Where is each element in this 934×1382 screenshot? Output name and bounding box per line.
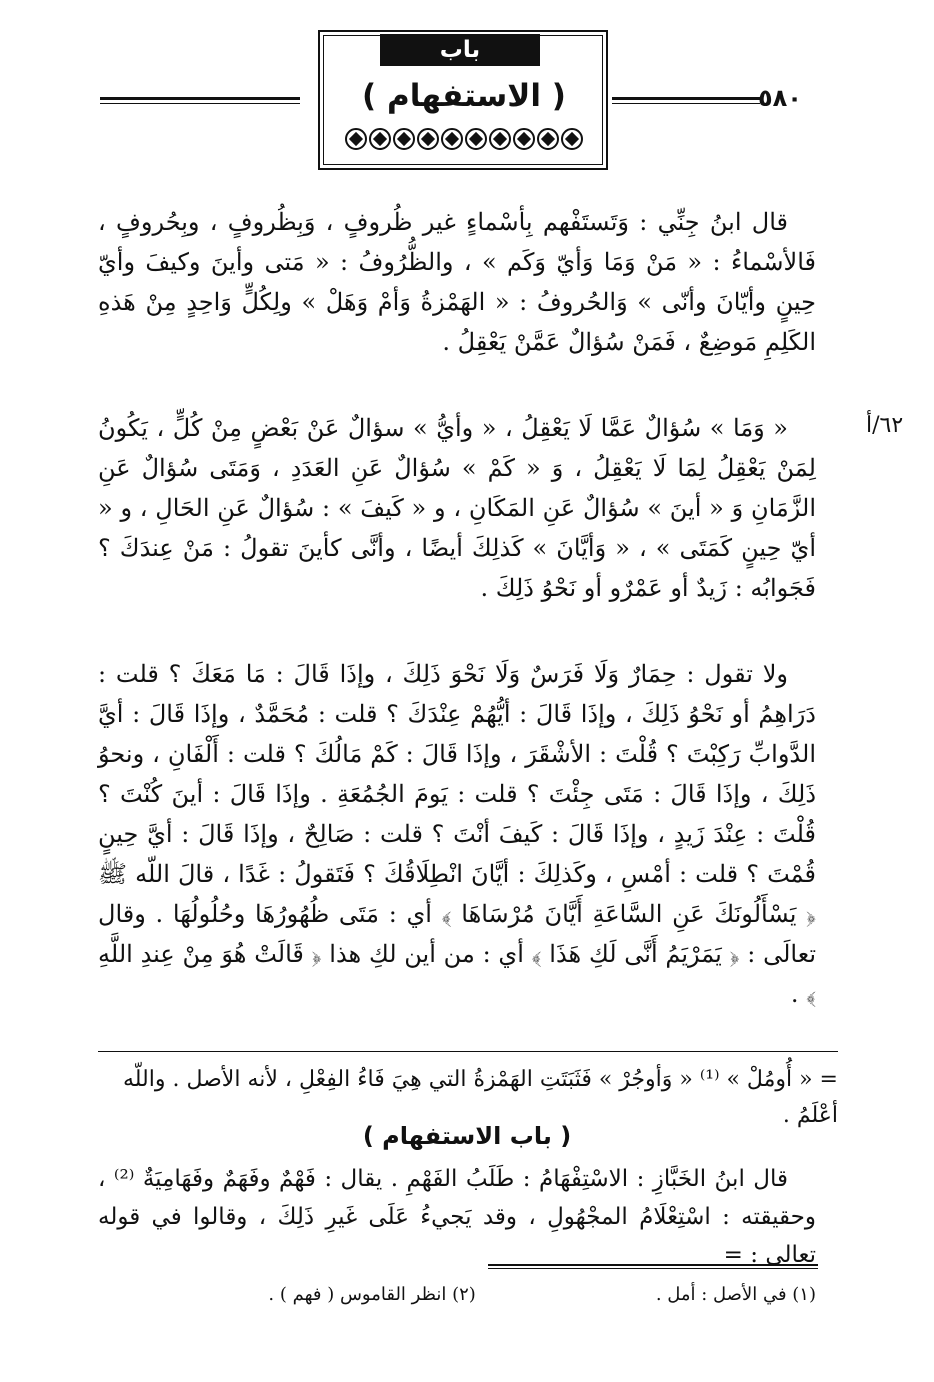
ornament-row bbox=[330, 122, 598, 156]
chapter-label: باب bbox=[380, 34, 540, 66]
header-rule-right bbox=[612, 97, 760, 104]
commentary-heading: ( باب الاستفهام ) bbox=[362, 1122, 572, 1150]
paragraph-3 bbox=[98, 654, 816, 1014]
ornament-icon bbox=[513, 128, 535, 150]
footnote-1: (١) في الأصل : أمل . bbox=[655, 1284, 816, 1305]
footnote-rule bbox=[488, 1264, 818, 1269]
ornament-icon bbox=[369, 128, 391, 150]
paragraph-2 bbox=[98, 408, 816, 608]
paragraph-1 bbox=[98, 202, 816, 362]
ornament-icon bbox=[417, 128, 439, 150]
header-rule-left bbox=[100, 97, 300, 104]
chapter-title: ( الاستفهام ) bbox=[362, 78, 566, 114]
folio-marker: ٦٢/أ bbox=[866, 413, 904, 438]
commentary-continuation: = « أُومُلْ » ⁽¹⁾ « وَأوجُرْ » فَثَبَتَتِ الهَمْزةُ التي هِيَ فَاءُ الفِعْلِ ، لأنه الأصل . واللّه أعْلَمُ . bbox=[122, 1067, 838, 1128]
paragraph-1-text: قال ابنُ جِنِّي : وَتَستَفْهم بِأسْماءٍ غير ظُروفٍ ، وَبِظُروفٍ ، وبِحُروفٍ ، فَالأسْماءُ : « مَنْ وَمَا وَأيّ وَكَم » ، والظُّرُوفُ : « مَتى وأينَ وكيفَ وأيّ حِينٍ وأيّانَ وأنّى » وَالحُروفُ : « الهَمْزةُ وَأمْ وَهَلْ » ولِكُلٍّ وَاحِدٍ مِنْ هَذهِ الكَلِمِ مَوضِعٌ ، فَمَنْ سُؤالٌ عَمَّنْ يَعْقِلُ . bbox=[98, 208, 816, 356]
paragraph-4-text: قال ابنُ الخَبَّازِ : الاسْتِفْهَامُ : طَلَبُ الفَهْمِ . يقال : فَهْمٌ وفَهَمٌ وفَهَامِيَةٌ ⁽²⁾ ، وحقيقته : اسْتِعْلَامُ المجْهُولِ ، وقد يَجيءُ عَلَى غَيرِ ذَلِكَ ، وقالوا في قوله تعالى : = bbox=[98, 1166, 816, 1268]
ornament-icon bbox=[345, 128, 367, 150]
footnotes bbox=[98, 1284, 816, 1305]
ornament-icon bbox=[537, 128, 559, 150]
paragraph-4 bbox=[98, 1160, 816, 1274]
ornament-icon bbox=[489, 128, 511, 150]
ornament-icon bbox=[465, 128, 487, 150]
page-number: ٥٨٠ bbox=[758, 84, 802, 112]
ornament-icon bbox=[441, 128, 463, 150]
footnote-2: (٢) انظر القاموس ( فهم ) . bbox=[268, 1284, 476, 1305]
paragraph-3-text: ولا تقول : حِمَارٌ وَلَا فَرَسٌ وَلَا نَحْوَ ذَلِكَ ، وإذَا قَالَ : مَا مَعَكَ ؟ قلت : دَرَاهِمُ أو نَحْوُ ذَلِكَ ، وإذَا قَالَ : أيُّهُمْ عِنْدَكَ ؟ قلت : مُحَمَّدٌ ، وإذَا قَالَ : أيَّ الدَّوابِّ رَكِبْتَ ؟ قُلْتَ : الأشْقَرَ ، وإذَا قَالَ : كَمْ مَالُكَ ؟ قلت : أَلْفَانِ ، ونحوُ ذَلِكَ ، وإذَا قَالَ : مَتَى جِئْتَ ؟ قلت : يَومَ الجُمُعَةِ . وإذَا قَالَ : أينَ كُنْتَ ؟ قُلْتَ : عِنْدَ زَيدٍ ، وإذَا قَالَ : كَيفَ أنْتَ ؟ قلت : صَالِحٌ ، وإذَا قَالَ : أيَّ حِينٍ قُمْتَ ؟ قلت : أمْسِ ، وكَذلِكَ : أيَّانَ انْطِلَاقُكَ ؟ فَتَقولُ : غَدًا ، قالَ اللّه ﷺ ﴿ يَسْأَلُونَكَ عَنِ السَّاعَةِ أَيَّانَ مُرْسَاهَا ﴾ أي : مَتَى ظُهُورُهَا وحُلُولُهَا . وقال تعالَى : ﴿ يَمَرْيَمُ أَنَّى لَكِ هَذَا ﴾ أي : من أين لكِ هذا ﴿ قَالَتْ هُوَ مِنْ عِندِ اللَّهِ ﴾ . bbox=[98, 660, 816, 1008]
paragraph-2-text: « وَمَا » سُؤالٌ عَمَّا لَا يَعْقِلُ ، « وأيُّ » سؤالٌ عَنْ بَعْضٍ مِنْ كُلٍّ ، يَكُونُ لِمَنْ يَعْقِلُ لِمَا لَا يَعْقِلُ ، وَ « كَمْ » سُؤالٌ عَنِ العَدَدِ ، وَمَتَى سُؤالٌ عَنِ الزَّمَانِ وَ « أينَ » سُؤالٌ عَنِ المَكَانِ ، و « كَيفَ » : سُؤالٌ عَنِ الحَالِ ، و « أيّ حِينٍ كَمَتَى » ، « وَأيَّانَ » كَذلِكَ أيضًا ، وأنَّى كأينَ تقولُ : مَنْ عِندَكَ ؟ فَجَوابُه : زَيدٌ أو عَمْرٌو أو نَحْوُ ذَلِكَ . bbox=[98, 414, 816, 602]
ornament-icon bbox=[393, 128, 415, 150]
ornament-icon bbox=[561, 128, 583, 150]
commentary-separator bbox=[98, 1051, 838, 1052]
